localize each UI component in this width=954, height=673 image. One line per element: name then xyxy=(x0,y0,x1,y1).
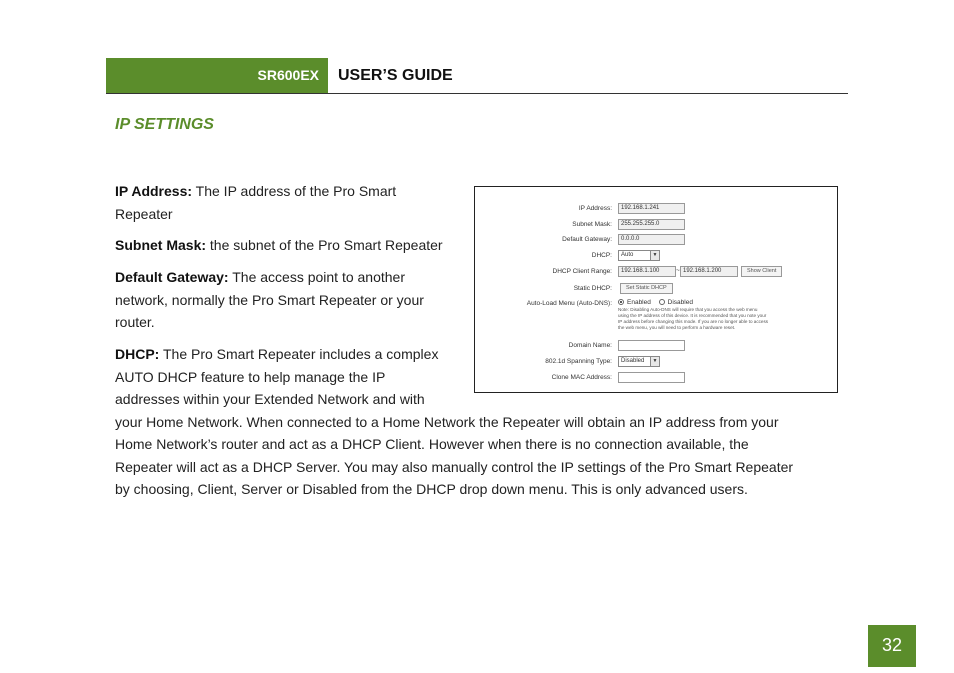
ip-address-term: IP Address: xyxy=(115,183,193,199)
header-title: USER’S GUIDE xyxy=(338,67,453,84)
disabled-radio-label: Disabled xyxy=(667,299,693,306)
note-line: the web menu, you will need to perform a hardware reset. xyxy=(618,325,736,330)
subnet-mask-desc: the subnet of the Pro Smart Repeater xyxy=(206,237,443,253)
dhcp-desc-6: Repeater will act as a DHCP Server. You may also manually control the IP settings of the Pro Smart Repeater xyxy=(115,458,794,475)
ip-address-field[interactable]: 192.168.1.241 xyxy=(618,203,685,214)
paragraph-default-gateway xyxy=(115,266,424,334)
show-client-button[interactable]: Show Client xyxy=(741,266,782,277)
paragraph-ip-address xyxy=(115,180,396,225)
clone-mac-field[interactable] xyxy=(618,372,685,383)
range-separator: ~ xyxy=(676,267,680,274)
spanning-type-select[interactable] xyxy=(618,356,660,367)
subnet-mask-term: Subnet Mask: xyxy=(115,237,207,253)
ip-address-desc: The IP address of the Pro Smart xyxy=(192,183,397,199)
dhcp-desc-3: addresses within your Extended Network and with xyxy=(115,391,425,407)
default-gateway-desc-3: router. xyxy=(115,314,155,330)
page-number: 32 xyxy=(868,625,916,667)
dhcp-label: DHCP: xyxy=(591,252,612,259)
auto-load-menu-label: Auto-Load Menu (Auto-DNS): xyxy=(526,300,612,307)
section-title: IP SETTINGS xyxy=(115,116,214,133)
static-dhcp-label: Static DHCP: xyxy=(573,285,612,292)
set-static-dhcp-button[interactable]: Set Static DHCP xyxy=(620,283,673,294)
note-line: Note: Disabling Auto-DNS will require that you access the web menu xyxy=(618,307,758,312)
clone-mac-label: Clone MAC Address: xyxy=(551,374,612,381)
dhcp-select[interactable] xyxy=(618,250,660,261)
range-end-field[interactable]: 192.168.1.200 xyxy=(680,266,738,277)
ip-address-desc-2: Repeater xyxy=(115,205,173,222)
default-gateway-desc-2: network, normally the Pro Smart Repeater or your xyxy=(115,291,424,308)
enabled-radio-label: Enabled xyxy=(627,299,651,306)
default-gateway-field[interactable]: 0.0.0.0 xyxy=(618,234,685,245)
chevron-down-icon: ▼ xyxy=(650,357,659,366)
spanning-type-label: 802.1d Spanning Type: xyxy=(545,358,612,365)
auto-dns-radio-group xyxy=(618,299,693,306)
dhcp-desc-4: your Home Network. When connected to a Home Network the Repeater will obtain an IP address from your xyxy=(115,413,779,430)
note-line: IP address before changing this mode. If you are no longer able to access xyxy=(618,319,769,324)
note-line: using the IP address of this device. It is recommended that you note your xyxy=(618,313,767,318)
dhcp-client-range-label: DHCP Client Range: xyxy=(552,268,612,275)
dhcp-desc-2: AUTO DHCP feature to help manage the IP xyxy=(115,368,386,385)
domain-name-field[interactable] xyxy=(618,340,685,351)
subnet-mask-label: Subnet Mask: xyxy=(572,221,612,228)
default-gateway-label: Default Gateway: xyxy=(562,236,612,243)
auto-dns-note xyxy=(618,307,818,331)
header-divider xyxy=(106,93,848,94)
default-gateway-term: Default Gateway: xyxy=(115,269,229,285)
subnet-mask-field[interactable]: 255.255.255.0 xyxy=(618,219,685,230)
dhcp-desc-5: Home Network’s router and act as a DHCP Client. However when there is no connection available, the xyxy=(115,436,749,452)
ip-address-label: IP Address: xyxy=(578,205,612,212)
range-start-field[interactable]: 192.168.1.100 xyxy=(618,266,676,277)
dhcp-desc-1: The Pro Smart Repeater includes a complex xyxy=(159,346,439,362)
enabled-radio[interactable] xyxy=(618,299,624,305)
header-model: SR600EX xyxy=(106,58,328,93)
domain-name-label: Domain Name: xyxy=(568,342,612,349)
disabled-radio[interactable] xyxy=(659,299,665,305)
default-gateway-desc: The access point to another xyxy=(228,269,406,285)
dhcp-term: DHCP: xyxy=(115,346,160,362)
ip-settings-screenshot xyxy=(474,186,838,393)
dhcp-select-value: Auto xyxy=(621,252,634,258)
paragraph-subnet-mask xyxy=(115,234,443,257)
spanning-type-value: Disabled xyxy=(621,358,645,364)
dhcp-desc-7: by choosing, Client, Server or Disabled from the DHCP drop down menu. This is only advanced users. xyxy=(115,481,748,497)
chevron-down-icon: ▼ xyxy=(650,251,659,260)
